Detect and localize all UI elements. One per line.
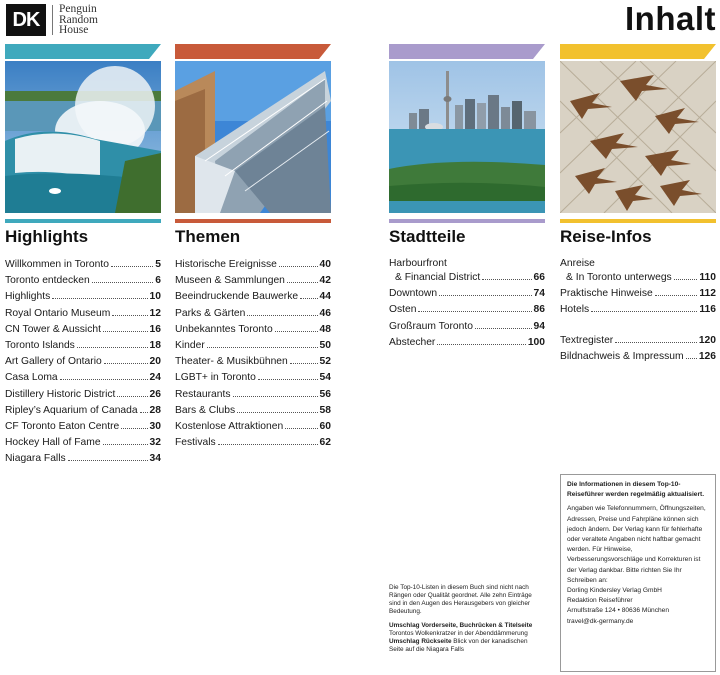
toc-entry[interactable]: Distillery Historic District 26 <box>5 388 161 400</box>
section-rule <box>389 219 545 223</box>
logo-divider <box>52 5 53 35</box>
toc-entry[interactable]: Ripley’s Aquarium of Canada 28 <box>5 404 161 416</box>
note-intro: Die Top-10-Listen in diesem Buch sind nicht nach Rängen oder Qualität geordnet. Alle zehn Einträge sind in den Augen des Herausgebers von gleicher Bedeutung. <box>389 584 532 615</box>
column-reise-infos <box>560 44 716 365</box>
toc-entry[interactable]: Großraum Toronto 94 <box>389 320 545 332</box>
toc-list <box>389 257 545 351</box>
toc-entry[interactable]: Osten 86 <box>389 304 545 316</box>
toc-entry[interactable]: Kostenlose Attraktionen 60 <box>175 421 331 433</box>
toc-entry[interactable]: Royal Ontario Museum 12 <box>5 307 161 319</box>
toc-entry[interactable]: Downtown 74 <box>389 288 545 300</box>
update-info-body: Angaben wie Telefonnummern, Öffnungszeiten, Adressen, Preise und Fahrpläne können sich jedoch ändern. Der Verlag kann für fehlerhafte oder veraltete Angaben nicht haftbar gemacht werden. Für Hinweise, Verbesserungsvorschläge und Korrekturen ist der Verlag dankbar. Bitte richten Sie Ihr Schreiben an: <box>567 505 706 584</box>
address-line: Arnulfstraße 124 • 80636 München <box>567 607 670 615</box>
publisher-line: Random <box>59 13 98 26</box>
toc-entry[interactable]: Textregister 120 <box>560 334 716 346</box>
toc-entry[interactable]: Historische Ereignisse 40 <box>175 259 331 270</box>
address-line: Redaktion Reiseführer <box>567 597 633 605</box>
update-info-title: Die Informationen in diesem Top-10-Reiseführer werden regelmäßig aktualisiert. <box>567 481 705 499</box>
toc-entry[interactable]: Theater- & Musikbühnen 52 <box>175 356 331 368</box>
toc-entry[interactable]: Toronto entdecken 6 <box>5 275 161 287</box>
section-tab <box>389 44 545 59</box>
column-highlights <box>5 44 161 468</box>
section-tab <box>560 44 716 59</box>
toc-entry[interactable]: Kinder 50 <box>175 340 331 352</box>
address-line: Dorling Kindersley Verlag GmbH <box>567 587 662 595</box>
section-heading: Reise-Infos <box>560 227 652 246</box>
publisher-line: House <box>59 24 89 36</box>
section-tab <box>5 44 161 59</box>
toc-entry[interactable]: Unbekanntes Toronto 48 <box>175 323 331 335</box>
toc-entry[interactable]: Casa Loma 24 <box>5 372 161 384</box>
toc-entry[interactable]: Highlights 10 <box>5 291 161 303</box>
toc-entry[interactable]: Restaurants 56 <box>175 388 331 400</box>
toc-entry[interactable]: Willkommen in Toronto 5 <box>5 259 161 270</box>
column-themen <box>175 44 331 451</box>
top10-note <box>389 584 539 654</box>
dk-logo: DK <box>6 4 46 36</box>
column-stadtteile <box>389 44 545 351</box>
toc-entry[interactable]: Bildnachweis & Impressum 126 <box>560 350 716 362</box>
waterfall-photo <box>5 61 161 213</box>
page-title: Inhalt <box>625 0 716 37</box>
toc-entry[interactable]: Museen & Sammlungen 42 <box>175 275 331 287</box>
section-rule <box>560 219 716 223</box>
toc-entry[interactable]: Niagara Falls 34 <box>5 453 161 465</box>
toc-list <box>175 257 331 451</box>
toc-entry[interactable]: & In Toronto unterwegs 110 <box>566 272 716 283</box>
publisher-name <box>59 4 98 36</box>
publisher-line: Penguin <box>59 3 97 15</box>
toc-entry[interactable]: Festivals 62 <box>175 437 331 449</box>
toc-entry[interactable]: Toronto Islands 18 <box>5 340 161 352</box>
toc-entry[interactable]: Abstecher 100 <box>389 336 545 348</box>
update-info-box <box>560 474 716 672</box>
section-heading: Themen <box>175 227 241 246</box>
section-rule <box>175 219 331 223</box>
email-link[interactable]: travel@dk-germany.de <box>567 617 634 625</box>
toc-entry[interactable]: Art Gallery of Ontario 20 <box>5 356 161 368</box>
cover-credit-front: Umschlag Vorderseite, Buchrücken & Titelseite Torontos Wolkenkratzer in der Abenddämmerung <box>389 622 533 637</box>
toc-list <box>560 257 716 365</box>
toc-entry[interactable]: Parks & Gärten 46 <box>175 307 331 319</box>
toc-entry[interactable]: Hotels 116 <box>560 304 716 316</box>
section-heading: Stadtteile <box>389 227 466 246</box>
toc-entry[interactable]: CN Tower & Aussicht 16 <box>5 323 161 335</box>
toc-entry[interactable]: Hockey Hall of Fame 32 <box>5 437 161 449</box>
toc-entry[interactable]: LGBT+ in Toronto 54 <box>175 372 331 384</box>
publisher-logo <box>6 4 98 36</box>
toc-entry-first-line[interactable]: Harbourfront <box>389 258 447 269</box>
toc-list <box>5 257 161 468</box>
toc-entry[interactable]: Bars & Clubs 58 <box>175 404 331 416</box>
geese-sculpture-photo <box>560 61 716 213</box>
toc-entry[interactable]: Beeindruckende Bauwerke 44 <box>175 291 331 303</box>
section-tab <box>175 44 331 59</box>
cover-credit-back: Umschlag Rückseite Blick von der kanadischen Seite auf die Niagara Falls <box>389 638 528 653</box>
toc-entry[interactable]: & Financial District 66 <box>395 272 545 283</box>
toc-spacer <box>560 319 716 333</box>
toc-entry[interactable]: CF Toronto Eaton Centre 30 <box>5 421 161 433</box>
skyline-photo <box>389 61 545 213</box>
museum-crystal-photo <box>175 61 331 213</box>
toc-entry-first-line[interactable]: Anreise <box>560 258 595 269</box>
section-heading: Highlights <box>5 227 89 246</box>
section-rule <box>5 219 161 223</box>
toc-entry[interactable]: Praktische Hinweise 112 <box>560 288 716 300</box>
